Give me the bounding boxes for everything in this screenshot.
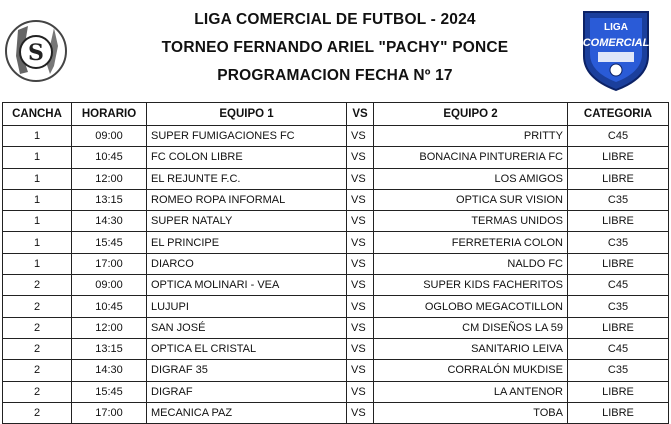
column-header-horario: HORARIO <box>72 103 147 126</box>
cell-categoria: LIBRE <box>568 253 669 274</box>
cell-vs: VS <box>347 232 374 253</box>
column-header-equipo1: EQUIPO 1 <box>147 103 347 126</box>
cell-cancha: 1 <box>3 253 72 274</box>
cell-equipo1: LUJUPI <box>147 296 347 317</box>
cell-categoria: C45 <box>568 275 669 296</box>
cell-equipo2: SANITARIO LEIVA <box>374 338 568 359</box>
cell-equipo2: LA ANTENOR <box>374 381 568 402</box>
table-row <box>3 232 669 253</box>
cell-horario: 17:00 <box>72 253 147 274</box>
table-row <box>3 381 669 402</box>
logo-right-top-text: LIGA <box>604 22 628 33</box>
cell-equipo2: OGLOBO MEGACOTILLON <box>374 296 568 317</box>
table-row <box>3 189 669 210</box>
cell-equipo2: PRITTY <box>374 126 568 147</box>
cell-horario: 14:30 <box>72 360 147 381</box>
cell-categoria: LIBRE <box>568 381 669 402</box>
cell-categoria: LIBRE <box>568 317 669 338</box>
cell-categoria: C35 <box>568 296 669 317</box>
table-row <box>3 402 669 423</box>
cell-horario: 17:00 <box>72 402 147 423</box>
table-row <box>3 338 669 359</box>
cell-horario: 13:15 <box>72 338 147 359</box>
cell-cancha: 1 <box>3 232 72 253</box>
table-row <box>3 275 669 296</box>
cell-horario: 12:00 <box>72 168 147 189</box>
cell-vs: VS <box>347 168 374 189</box>
cell-equipo1: DIGRAF <box>147 381 347 402</box>
cell-equipo2: OPTICA SUR VISION <box>374 189 568 210</box>
column-header-cancha: CANCHA <box>3 103 72 126</box>
cell-equipo1: FC COLON LIBRE <box>147 147 347 168</box>
cell-vs: VS <box>347 211 374 232</box>
cell-cancha: 1 <box>3 211 72 232</box>
league-title: LIGA COMERCIAL DE FUTBOL - 2024 <box>194 11 476 28</box>
table-row <box>3 253 669 274</box>
table-row <box>3 126 669 147</box>
cell-categoria: C35 <box>568 232 669 253</box>
cell-categoria: LIBRE <box>568 168 669 189</box>
cell-equipo2: NALDO FC <box>374 253 568 274</box>
cell-cancha: 2 <box>3 338 72 359</box>
table-row <box>3 360 669 381</box>
cell-cancha: 2 <box>3 360 72 381</box>
cell-equipo1: MECANICA PAZ <box>147 402 347 423</box>
tournament-title: TORNEO FERNANDO ARIEL "PACHY" PONCE <box>161 39 509 56</box>
cell-vs: VS <box>347 275 374 296</box>
cell-horario: 14:30 <box>72 211 147 232</box>
cell-vs: VS <box>347 402 374 423</box>
table-row <box>3 317 669 338</box>
cell-vs: VS <box>347 189 374 210</box>
cell-cancha: 2 <box>3 275 72 296</box>
column-header-vs: VS <box>347 103 374 126</box>
column-header-equipo2: EQUIPO 2 <box>374 103 568 126</box>
cell-categoria: C45 <box>568 338 669 359</box>
cell-equipo1: ROMEO ROPA INFORMAL <box>147 189 347 210</box>
cell-equipo2: LOS AMIGOS <box>374 168 568 189</box>
cell-horario: 09:00 <box>72 126 147 147</box>
league-logo-right <box>578 6 654 92</box>
cell-vs: VS <box>347 317 374 338</box>
cell-equipo2: CM DISEÑOS LA 59 <box>374 317 568 338</box>
cell-vs: VS <box>347 381 374 402</box>
cell-equipo1: EL PRINCIPE <box>147 232 347 253</box>
cell-equipo1: OPTICA EL CRISTAL <box>147 338 347 359</box>
cell-horario: 10:45 <box>72 147 147 168</box>
cell-equipo2: FERRETERIA COLON <box>374 232 568 253</box>
cell-cancha: 2 <box>3 381 72 402</box>
cell-vs: VS <box>347 126 374 147</box>
cell-horario: 15:45 <box>72 381 147 402</box>
cell-categoria: LIBRE <box>568 147 669 168</box>
cell-equipo2: SUPER KIDS FACHERITOS <box>374 275 568 296</box>
cell-equipo2: TOBA <box>374 402 568 423</box>
cell-equipo1: SUPER NATALY <box>147 211 347 232</box>
cell-horario: 10:45 <box>72 296 147 317</box>
cell-equipo1: EL REJUNTE F.C. <box>147 168 347 189</box>
table-header-row <box>3 103 669 126</box>
cell-cancha: 1 <box>3 147 72 168</box>
cell-cancha: 1 <box>3 126 72 147</box>
cell-horario: 15:45 <box>72 232 147 253</box>
cell-cancha: 2 <box>3 402 72 423</box>
table-row <box>3 147 669 168</box>
cell-vs: VS <box>347 338 374 359</box>
logo-right-main-text: COMERCIAL <box>582 37 650 49</box>
cell-categoria: C35 <box>568 360 669 381</box>
cell-categoria: C45 <box>568 126 669 147</box>
cell-equipo2: TERMAS UNIDOS <box>374 211 568 232</box>
cell-vs: VS <box>347 147 374 168</box>
cell-equipo1: DIGRAF 35 <box>147 360 347 381</box>
cell-horario: 13:15 <box>72 189 147 210</box>
club-logo-left <box>4 16 68 86</box>
cell-vs: VS <box>347 296 374 317</box>
cell-cancha: 2 <box>3 296 72 317</box>
cell-vs: VS <box>347 360 374 381</box>
cell-equipo2: BONACINA PINTURERIA FC <box>374 147 568 168</box>
page-header <box>0 0 671 100</box>
cell-equipo1: SUPER FUMIGACIONES FC <box>147 126 347 147</box>
schedule-table <box>2 102 669 424</box>
cell-categoria: C35 <box>568 189 669 210</box>
cell-horario: 12:00 <box>72 317 147 338</box>
cell-categoria: LIBRE <box>568 402 669 423</box>
cell-equipo2: CORRALÓN MUKDISE <box>374 360 568 381</box>
cell-equipo1: OPTICA MOLINARI - VEA <box>147 275 347 296</box>
header-titles <box>110 6 560 90</box>
table-row <box>3 211 669 232</box>
cell-vs: VS <box>347 253 374 274</box>
table-row <box>3 296 669 317</box>
logo-left-letter: S <box>28 40 44 66</box>
cell-cancha: 1 <box>3 189 72 210</box>
table-row <box>3 168 669 189</box>
schedule-title: PROGRAMACION FECHA Nº 17 <box>217 67 453 84</box>
cell-categoria: LIBRE <box>568 211 669 232</box>
column-header-categoria: CATEGORIA <box>568 103 669 126</box>
cell-horario: 09:00 <box>72 275 147 296</box>
cell-cancha: 2 <box>3 317 72 338</box>
cell-cancha: 1 <box>3 168 72 189</box>
cell-equipo1: DIARCO <box>147 253 347 274</box>
cell-equipo1: SAN JOSÉ <box>147 317 347 338</box>
